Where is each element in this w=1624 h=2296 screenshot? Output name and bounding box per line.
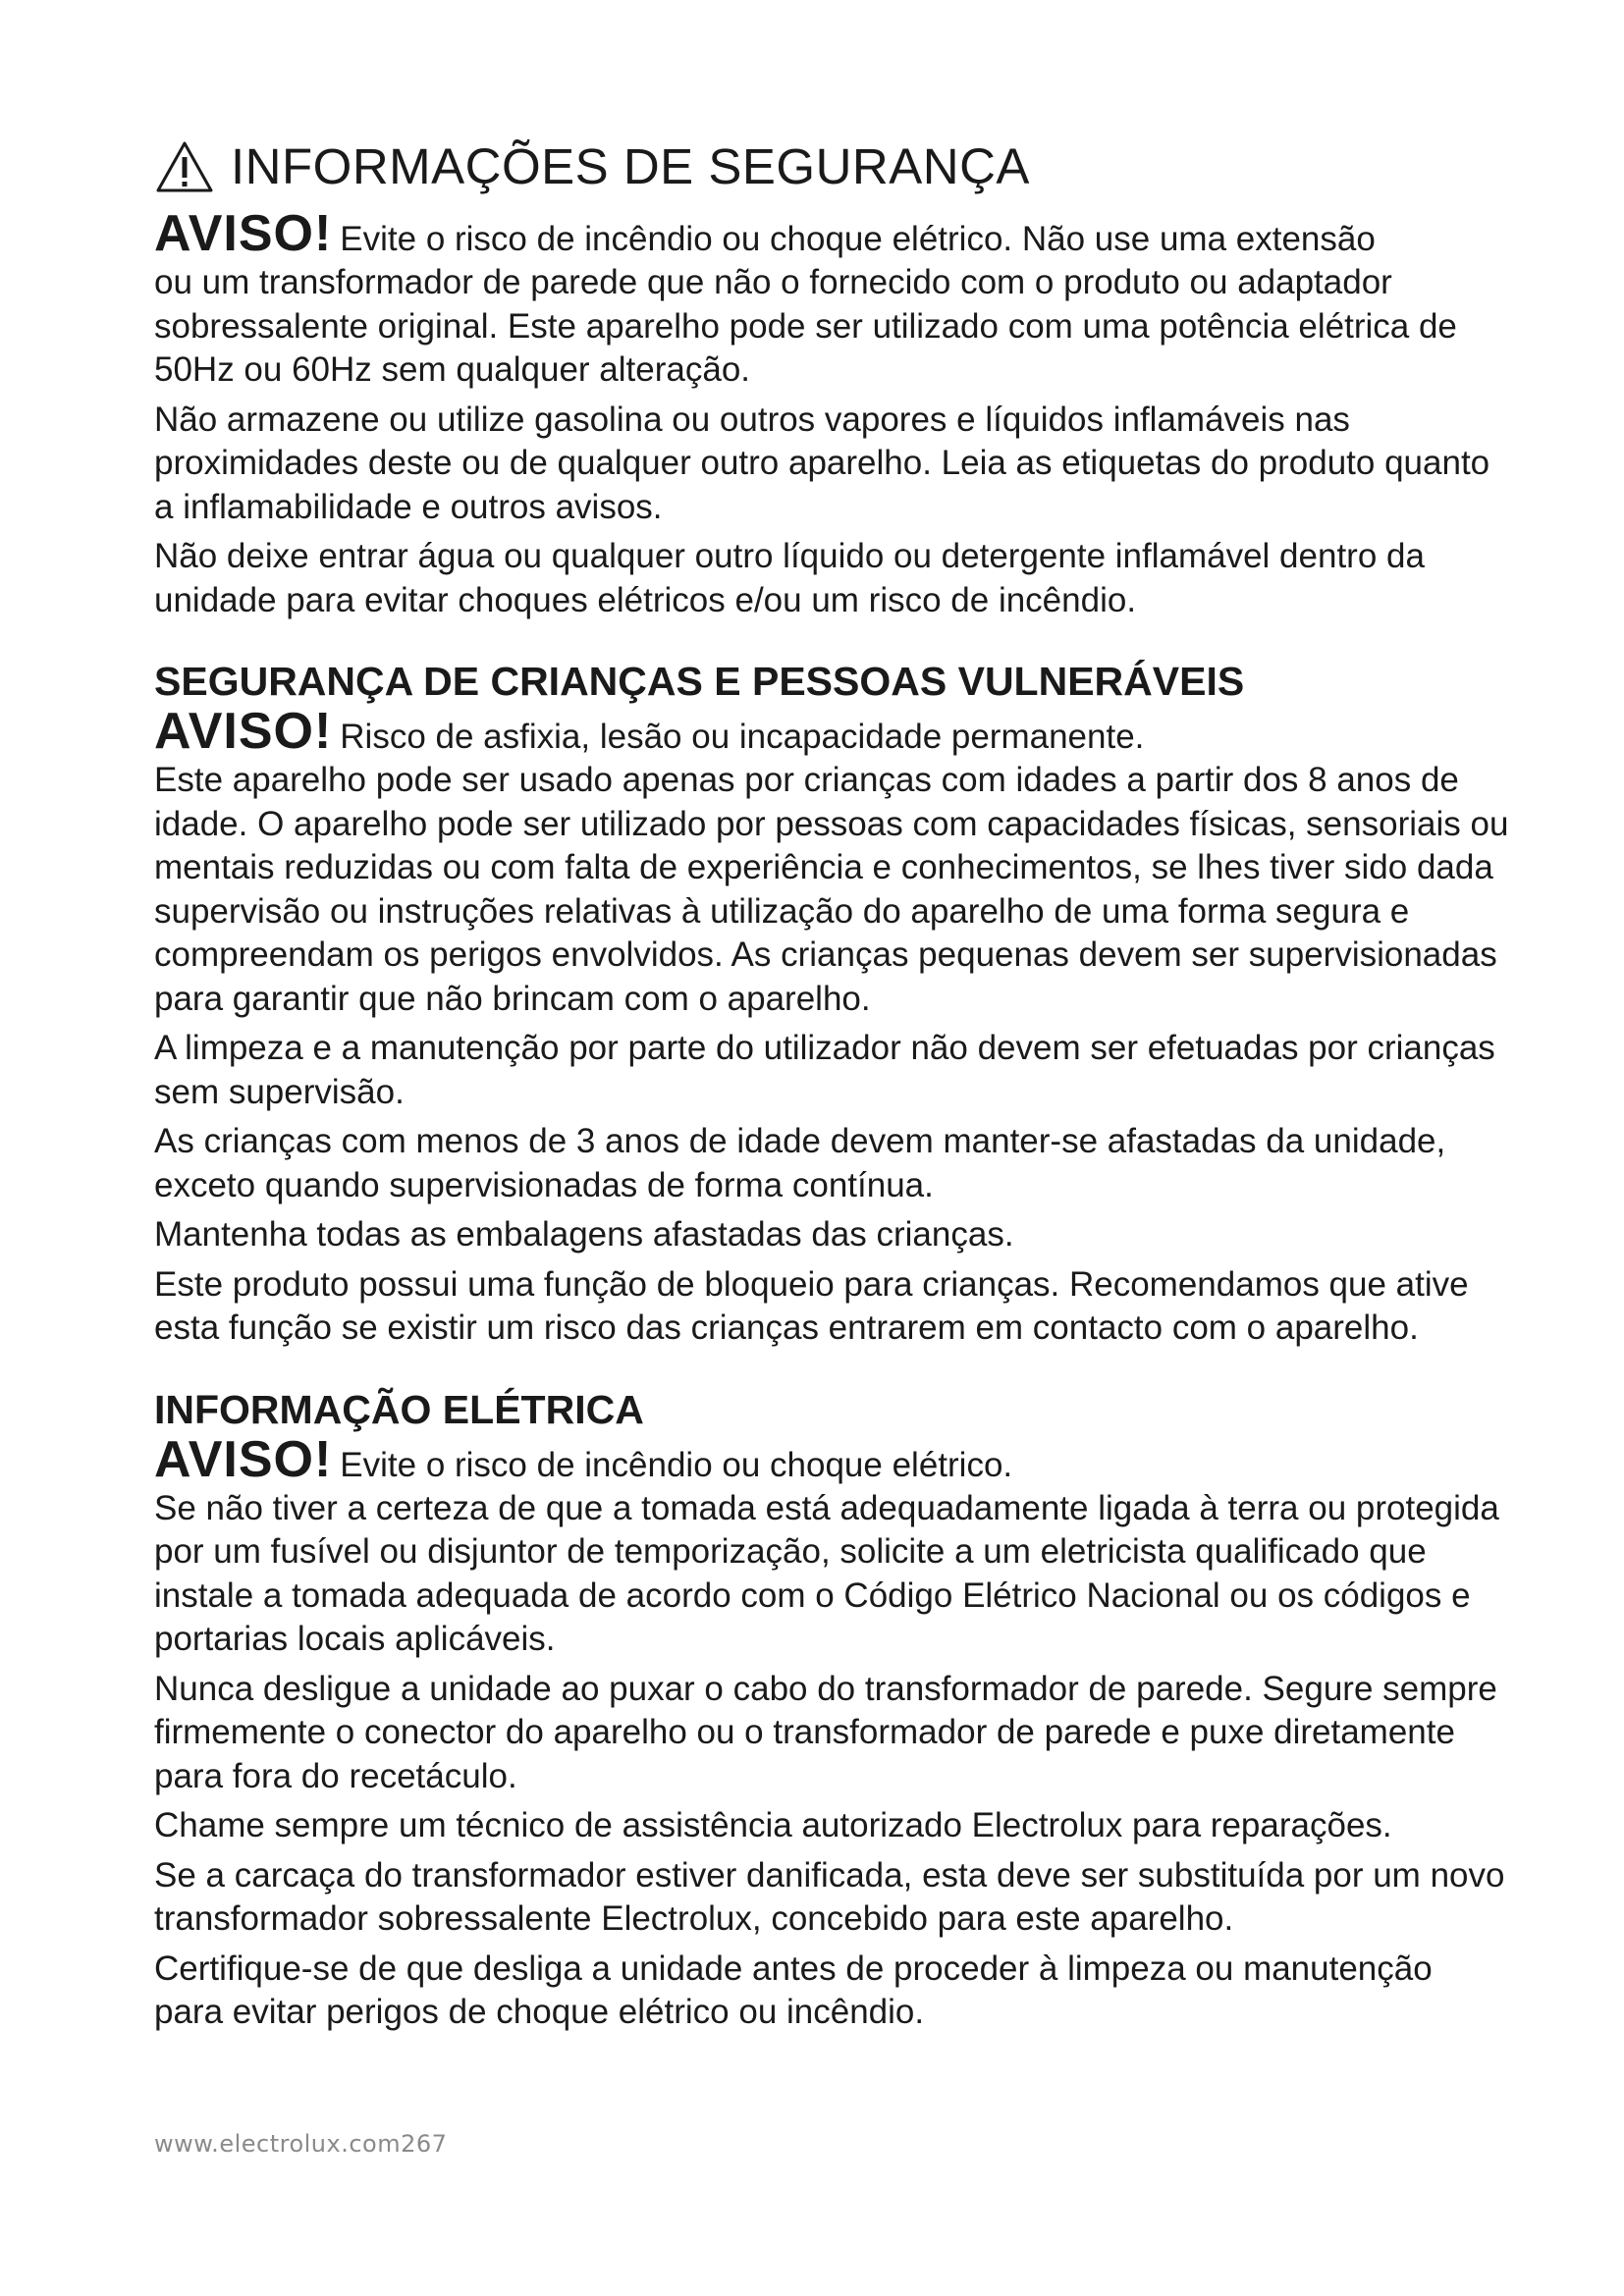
warning-label: AVISO! [154, 703, 333, 760]
paragraph: Se não tiver a certeza de que a tomada está adequadamente ligada à terra ou protegida por um fusível ou disjuntor de temporização, solicite a um eletricista qualificado que instale a tomada adequada de acordo com o Código Elétrico Nacional ou os códigos e portarias locais aplicáveis. [154, 1488, 1499, 1658]
page-title-text: INFORMAÇÕES DE SEGURANÇA [231, 138, 1030, 194]
children-safety-section [154, 656, 1509, 1351]
document-page [154, 137, 1509, 2041]
paragraph: Nunca desligue a unidade ao puxar o cabo do transformador de parede. Segure sempre firmemente o conector do aparelho ou o transformador de parede e puxe diretamente para fora do recetáculo. [154, 1669, 1497, 1795]
page-title [154, 137, 1509, 195]
paragraph: Este produto possui uma função de bloqueio para crianças. Recomendamos que ative esta função se existir um risco das crianças entrarem em contacto com o aparelho. [154, 1264, 1469, 1347]
warning-text: Evite o risco de incêndio ou choque elétrico. Não use uma extensão [340, 220, 1376, 258]
paragraph: Não deixe entrar água ou qualquer outro líquido ou detergente inflamável dentro da unidade para evitar choques elétricos e/ou um risco de incêndio. [154, 537, 1425, 619]
section-heading-children: SEGURANÇA DE CRIANÇAS E PESSOAS VULNERÁVEIS [154, 659, 1245, 704]
warning-text: Evite o risco de incêndio ou choque elétrico. [340, 1445, 1013, 1484]
paragraph: ou um transformador de parede que não o fornecido com o produto ou adaptador sobressalente original. Este aparelho pode ser utilizado com uma potência elétrica de 50Hz ou 60Hz sem qualquer alteração. [154, 263, 1457, 389]
paragraph: A limpeza e a manutenção por parte do utilizador não devem ser efetuadas por crianças sem supervisão. [154, 1029, 1495, 1111]
general-warning [154, 205, 1509, 262]
warning-triangle-icon [154, 139, 215, 194]
paragraph: As crianças com menos de 3 anos de idade devem manter-se afastadas da unidade, exceto quando supervisionadas de forma contínua. [154, 1122, 1446, 1204]
footer-url-page-number: www.electrolux.com267 [154, 2130, 448, 2158]
electrical-warning [154, 1430, 1509, 1488]
paragraph: Chame sempre um técnico de assistência autorizado Electrolux para reparações. [154, 1806, 1392, 1844]
warning-label: AVISO! [154, 1430, 333, 1488]
paragraph: Certifique-se de que desliga a unidade antes de proceder à limpeza ou manutenção para evitar perigos de choque elétrico ou incêndio. [154, 1949, 1433, 2031]
paragraph: Não armazene ou utilize gasolina ou outros vapores e líquidos inflamáveis nas proximidades deste ou de qualquer outro aparelho. Leia as etiquetas do produto quanto a inflamabilidade e outros avisos. [154, 400, 1490, 526]
paragraph: Mantenha todas as embalagens afastadas das crianças. [154, 1215, 1014, 1254]
paragraph: Este aparelho pode ser usado apenas por crianças com idades a partir dos 8 anos de idade. O aparelho pode ser utilizado por pessoas com capacidades físicas, sensoriais ou mentais reduzidas ou com falta de experiência e conhecimentos, se lhes tiver sido dada supervisão ou instruções relativas à utilização do aparelho de uma forma segura e compreendam os perigos envolvidos. As crianças pequenas devem ser supervisionadas para garantir que não brincam com o aparelho. [154, 761, 1509, 1018]
electrical-section [154, 1384, 1509, 2035]
children-warning [154, 703, 1509, 760]
warning-label: AVISO! [154, 205, 333, 262]
general-safety-section [154, 205, 1509, 622]
warning-text: Risco de asfixia, lesão ou incapacidade permanente. [340, 718, 1145, 756]
paragraph: Se a carcaça do transformador estiver danificada, esta deve ser substituída por um novo transformador sobressalente Electrolux, concebido para este aparelho. [154, 1855, 1505, 1938]
section-heading-electrical: INFORMAÇÃO ELÉTRICA [154, 1386, 644, 1432]
